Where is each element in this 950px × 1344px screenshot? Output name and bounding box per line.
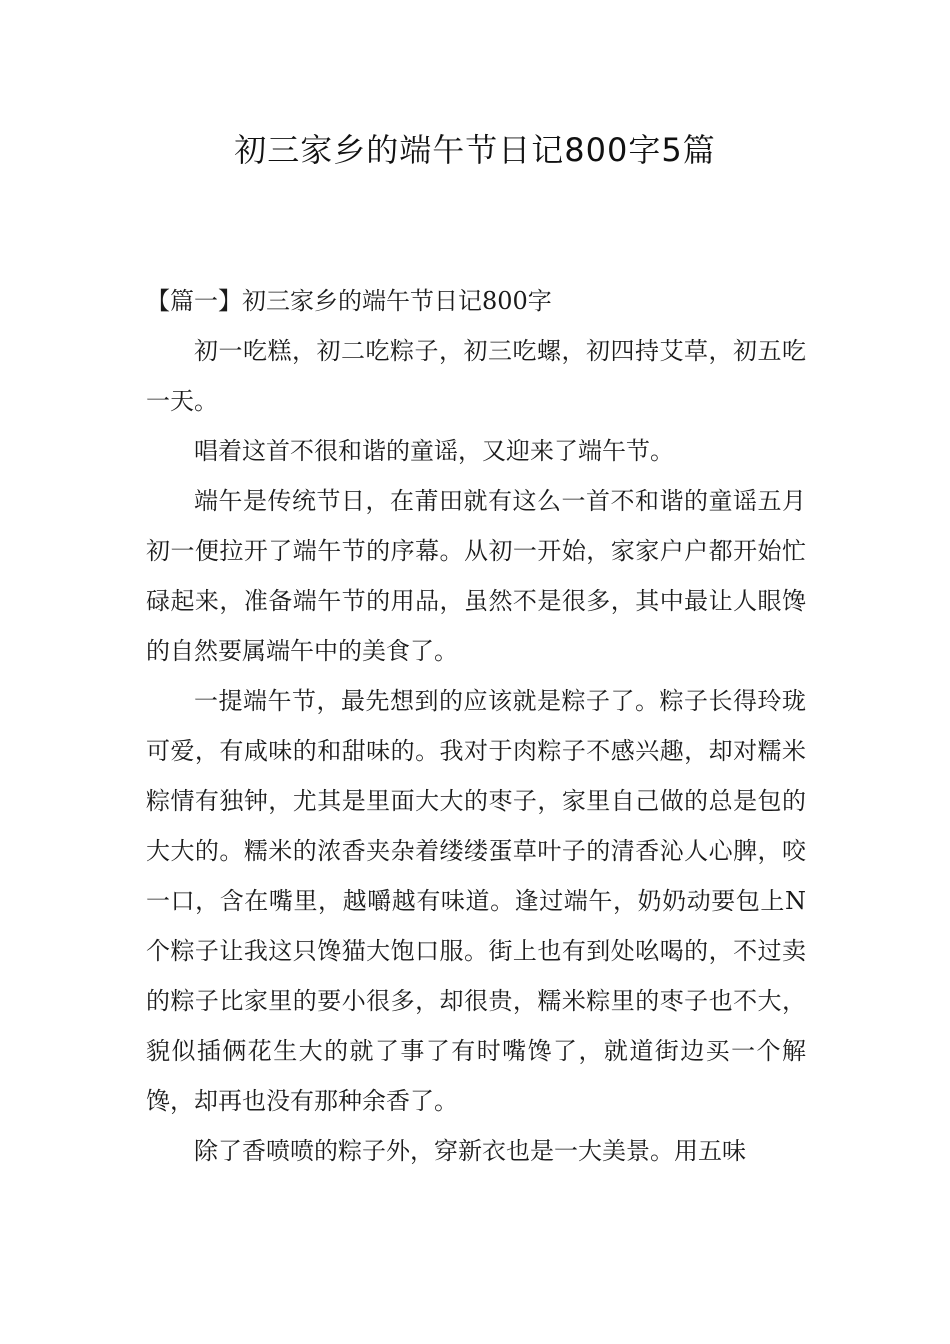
paragraph: 唱着这首不很和谐的童谣，又迎来了端午节。 (194, 437, 674, 465)
section-heading: 【篇一】初三家乡的端午节日记800字 (146, 287, 552, 315)
paragraph: 端午是传统节日，在莆田就有这么一首不和谐的童谣五月初一便拉开了端午节的序幕。从初一开始，家家户户都开始忙碌起来，准备端午节的用品，虽然不是很多，其中最让人眼馋的自然要属端午中的美食了。 (146, 487, 806, 665)
paragraph: 一提端午节，最先想到的应该就是粽子了。粽子长得玲珑可爱，有咸味的和甜味的。我对于肉粽子不感兴趣，却对糯米粽情有独钟，尤其是里面大大的枣子，家里自己做的总是包的大大的。糯米的浓香夹杂着缕缕蛋草叶子的清香沁人心脾，咬一口，含在嘴里，越嚼越有味道。逢过端午，奶奶动要包上N个粽子让我这只馋猫大饱口服。街上也有到处吆喝的，不过卖的粽子比家里的要小很多，却很贵，糯米粽里的枣子也不大，貌似插俩花生大的就了事了有时嘴馋了，就道街边买一个解馋，却再也没有那种余香了。 (146, 687, 806, 1115)
paragraph: 初一吃糕，初二吃粽子，初三吃螺，初四持艾草，初五吃一天。 (146, 337, 806, 415)
document-body (146, 276, 806, 1176)
paragraph: 除了香喷喷的粽子外，穿新衣也是一大美景。用五味 (194, 1137, 746, 1165)
document-title: 初三家乡的端午节日记800字5篇 (234, 131, 716, 169)
